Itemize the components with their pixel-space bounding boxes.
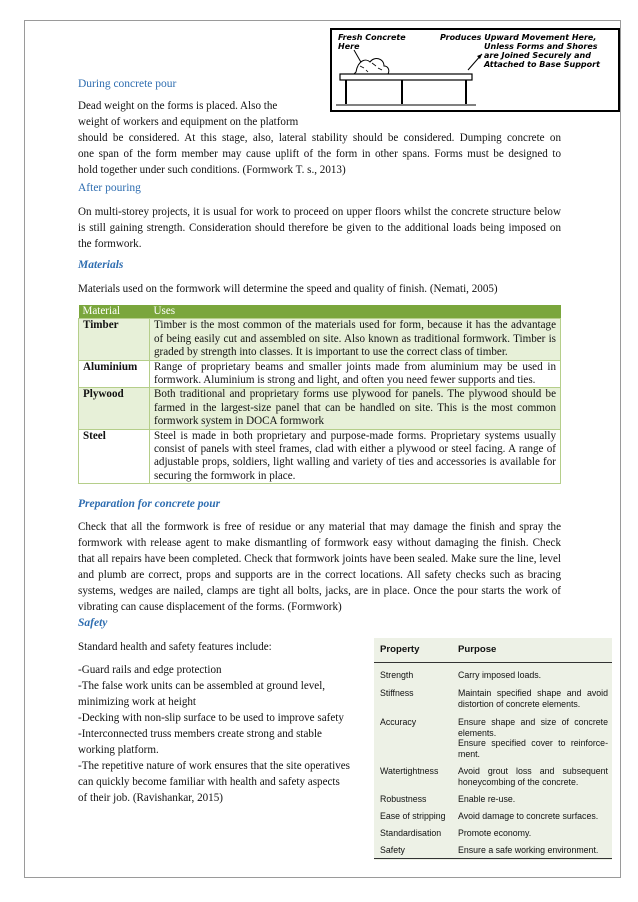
- property-name: Standardisation: [380, 828, 442, 838]
- material-name: Plywood: [79, 388, 150, 429]
- heading-preparation: Preparation for concrete pour: [78, 498, 221, 510]
- list-item: of their job. (Ravishankar, 2015): [78, 792, 223, 804]
- text-line: should be considered. At this stage, also, lateral stability should be considered. Dumping concrete on: [78, 132, 561, 144]
- materials-table: [78, 305, 561, 484]
- table-row: [79, 319, 561, 360]
- figure-label-right-line: Produces Upward Movement Here,: [440, 33, 597, 42]
- figure-label-left-line: Fresh Concrete: [338, 33, 406, 42]
- property-name: Strength: [380, 670, 414, 680]
- figure-label-left-line: Here: [338, 42, 360, 51]
- col-material-header: Material: [79, 305, 150, 319]
- heading-safety: Safety: [78, 617, 108, 629]
- preparation-paragraph: Check that all the formwork is free of residue or any material that may damage the finish and spray the formwork with release agent to make dismantling of formwork easy without damaging the finish. Check that all repairs have been completed. Check that formwork joints have been sealed. Make sure the line, level and plumb are correct, props and supports are in the correct locations. All safety checks such as bracing systems, wedges are nailed, clamps are tight all bolts, jacks, are in place. Once the pour starts the work of vibrating can cause displacement of the forms. (Formwork): [78, 521, 561, 613]
- property-purpose-line: Ensure shape and size of concrete elements.: [458, 717, 608, 738]
- property-name: Watertightness: [380, 766, 439, 776]
- heading-during-pour: During concrete pour: [78, 78, 177, 90]
- heading-after-pouring: After pouring: [78, 182, 141, 194]
- property-name: Ease of stripping: [380, 811, 446, 821]
- property-purpose: Enable re-use.: [458, 794, 516, 804]
- property-purpose: Carry imposed loads.: [458, 670, 542, 680]
- material-uses: Both traditional and proprietary forms use plywood for panels. The plywood should be farmed in the largest-size panel that can be handled on site. This is the most common formwork system in DOCA formwork: [150, 388, 561, 429]
- property-purpose: Ensure a safe working environment.: [458, 845, 599, 855]
- form-deck: [340, 74, 472, 80]
- table-rule: [374, 858, 612, 859]
- property-purpose: Promote economy.: [458, 828, 532, 838]
- figure-label-right-line: Unless Forms and Shores: [484, 42, 598, 51]
- col-property-header: Property: [380, 644, 420, 655]
- figure-label-right-line: Attached to Base Support: [484, 60, 600, 69]
- table-rule: [374, 662, 612, 663]
- material-uses: Timber is the most common of the materials used for form, because it has the advantage of being easily cut and assembled on site. Also known as traditional formwork. Timber is graded by strength into classes. It is important to use the correct class of timber.: [150, 319, 561, 360]
- list-item: working platform.: [78, 744, 159, 756]
- material-uses: Steel is made in both proprietary and purpose-made forms. Proprietary systems usually consist of panels with steel frames, clad with either a plywood or steel facing. A range of adjustable props, soldiers, light walling and variety of ties and accessories is available for securing the formwork in place.: [150, 429, 561, 484]
- during-pour-paragraph: [78, 98, 561, 178]
- property-purpose: Avoid damage to concrete surfaces.: [458, 811, 599, 821]
- materials-intro: Materials used on the formwork will determine the speed and quality of finish. (Nemati, 2005): [78, 283, 498, 295]
- table-row: [79, 429, 561, 484]
- property-purpose: Avoid grout loss and subsequent honeycombing of the concrete.: [458, 766, 608, 787]
- property-name: Robustness: [380, 794, 427, 804]
- table-header-row: [79, 305, 561, 319]
- text-line: Dead weight on the forms is placed. Also the: [78, 100, 278, 112]
- text-line: weight of workers and equipment on the platform: [78, 116, 299, 128]
- material-name: Aluminium: [79, 360, 150, 388]
- list-item: -Interconnected truss members create strong and stable: [78, 728, 322, 740]
- property-name: Stiffness: [380, 688, 414, 698]
- after-pouring-paragraph: On multi-storey projects, it is usual for work to proceed on upper floors whilst the concrete structure below is still gaining strength. Consideration should therefore be given to the additional loads being imposed on the formwork.: [78, 206, 561, 250]
- material-uses: Range of proprietary beams and smaller joints made from aluminium may be used in formwork. Aluminium is strong and light, and often you need fewer supports and ties.: [150, 360, 561, 388]
- property-name: Safety: [380, 845, 405, 855]
- text-line: one span of the form member may cause uplift of the form in other spans. Forms must be designed to: [78, 148, 561, 160]
- col-uses-header: Uses: [150, 305, 561, 319]
- concrete-pile: [354, 59, 389, 74]
- property-purpose: Maintain specified shape and avoid distortion of concrete elements.: [458, 688, 608, 709]
- safety-list: [78, 662, 368, 806]
- list-item: -The false work units can be assembled at ground level,: [78, 680, 326, 692]
- col-purpose-header: Purpose: [458, 644, 497, 655]
- property-name: Accuracy: [380, 717, 417, 727]
- table-row: [79, 360, 561, 388]
- list-item: -The repetitive nature of work ensures that the site operatives: [78, 760, 351, 772]
- list-item: minimizing work at height: [78, 696, 197, 708]
- list-item: -Decking with non-slip surface to be used to improve safety: [78, 712, 344, 724]
- material-name: Timber: [79, 319, 150, 360]
- table-row: [79, 388, 561, 429]
- list-item: can quickly become familiar with health and safety aspects: [78, 776, 340, 788]
- heading-materials: Materials: [78, 259, 124, 271]
- figure-label-right-line: are Joined Securely and: [484, 51, 591, 60]
- property-purpose-line: Ensure specified cover to reinforce-ment.: [458, 738, 608, 759]
- property-purpose-table: [374, 638, 612, 860]
- safety-intro: Standard health and safety features include:: [78, 641, 272, 653]
- list-item: -Guard rails and edge protection: [78, 664, 222, 676]
- text-line: hold together under such conditions. (Formwork T. s., 2013): [78, 164, 346, 176]
- material-name: Steel: [79, 429, 150, 484]
